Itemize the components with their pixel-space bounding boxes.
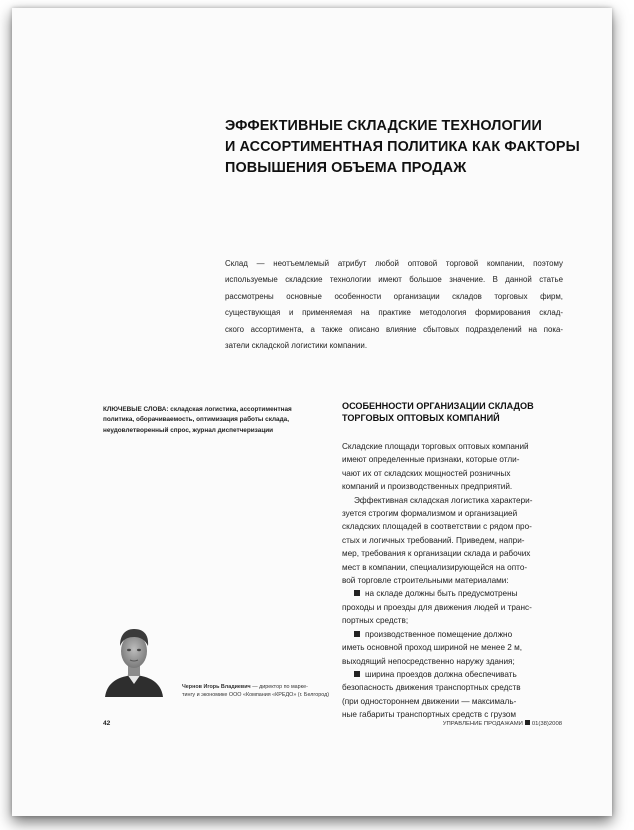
keywords-text: политика, оборачиваемость, оптимизация работы склада, xyxy=(103,416,289,424)
body-line: мер, требования к организации склада и рабочих xyxy=(342,549,531,559)
bullet-square-icon xyxy=(354,590,360,596)
bullet-square-icon xyxy=(354,671,360,677)
body-line: компаний и производственных предприятий. xyxy=(342,482,513,492)
bullet-item xyxy=(342,668,574,681)
page-number: 42 xyxy=(103,720,111,727)
body-line: складских площадей в соответствии с рядом про- xyxy=(342,522,532,532)
body-line: имеют определенные признаки, которые отли- xyxy=(342,455,520,465)
author-photo xyxy=(103,624,165,697)
article-title xyxy=(225,116,585,179)
bullet-item xyxy=(342,628,574,641)
body-line: вой торговле строительными материалами: xyxy=(342,576,509,586)
body-line: выходящий непосредственно наружу здания; xyxy=(342,656,515,666)
keywords-text: складская логистика, ассортиментная xyxy=(168,406,292,413)
journal-issue: 01(38)2008 xyxy=(531,721,562,727)
keywords-block xyxy=(103,405,318,436)
journal-name: УПРАВЛЕНИЕ ПРОДАЖАМИ xyxy=(442,721,523,727)
article-body xyxy=(342,440,574,722)
body-line: Складские площади торговых оптовых компаний xyxy=(342,442,529,451)
title-line: И АССОРТИМЕНТНАЯ ПОЛИТИКА КАК ФАКТОРЫ xyxy=(225,139,580,155)
body-line: производственное помещение должно xyxy=(365,629,513,639)
body-line: (при одностороннем движении — максималь- xyxy=(342,696,517,706)
body-line: зуется строгим формализмом и организацией xyxy=(342,509,518,519)
body-line: иметь основной проход шириной не менее 2 м, xyxy=(342,643,523,653)
section-heading-line: ОСОБЕННОСТИ ОРГАНИЗАЦИИ СКЛАДОВ xyxy=(342,401,534,411)
section-heading xyxy=(342,401,582,424)
bullet-item xyxy=(342,587,574,600)
keywords-text: неудовлетворенный спрос, журнал диспетчеризации xyxy=(103,426,274,434)
body-line: на складе должны быть предусмотрены xyxy=(365,589,518,599)
body-line: ширина проездов должна обеспечивать xyxy=(365,669,517,679)
body-line: Эффективная складская логистика характери- xyxy=(354,495,533,505)
keywords-line xyxy=(103,415,318,425)
abstract-line: затели складской логистики компании. xyxy=(225,341,368,351)
author-line: тингу и экономике ООО «Компания «КРЕДО» (г. Белгород) xyxy=(182,692,330,699)
abstract-line: ского ассортимента, а также описано влияние сбытовых подразделений на пока- xyxy=(225,324,563,334)
running-footer xyxy=(443,720,562,727)
square-separator-icon xyxy=(525,720,530,725)
author-role: — директор по марке- xyxy=(250,684,308,690)
keywords-label: КЛЮЧЕВЫЕ СЛОВА: xyxy=(103,406,169,413)
abstract-line: Склад — неотъемлемый атрибут любой оптовой торговой компании, поэтому xyxy=(225,259,563,268)
author-line xyxy=(182,683,342,691)
body-line: чают их от складских мощностей розничных xyxy=(342,468,511,478)
body-line: стых и логичных требований. Приведем, напри- xyxy=(342,535,525,545)
abstract-line: используемые складские технологии имеют большое значение. В данной статье xyxy=(225,275,563,285)
author-name: Чернов Игорь Владиевич xyxy=(182,684,251,690)
journal-page xyxy=(12,8,612,816)
body-line: портных средств; xyxy=(342,616,409,626)
keywords-line xyxy=(103,426,318,436)
article-abstract xyxy=(225,256,563,354)
section-heading-line: ТОРГОВЫХ ОПТОВЫХ КОМПАНИЙ xyxy=(342,412,500,423)
body-line: проходы и проезды для движения людей и транс- xyxy=(342,602,532,612)
title-line: ПОВЫШЕНИЯ ОБЪЕМА ПРОДАЖ xyxy=(225,160,467,176)
abstract-line: существующая и применяемая на практике методология формирования склад- xyxy=(225,308,563,318)
author-caption xyxy=(182,683,342,700)
body-line: безопасность движения транспортных средств xyxy=(342,683,521,693)
author-portrait-icon xyxy=(103,624,165,697)
body-line: ные габариты транспортных средств с грузом xyxy=(342,710,517,720)
keywords-line xyxy=(103,405,318,415)
abstract-line: рассмотрены основные особенности организации складов торговых фирм, xyxy=(225,291,563,301)
body-line: мест в компании, специализирующейся на опто- xyxy=(342,562,528,572)
bullet-square-icon xyxy=(354,631,360,637)
title-line: ЭФФЕКТИВНЫЕ СКЛАДСКИЕ ТЕХНОЛОГИИ xyxy=(225,118,542,134)
